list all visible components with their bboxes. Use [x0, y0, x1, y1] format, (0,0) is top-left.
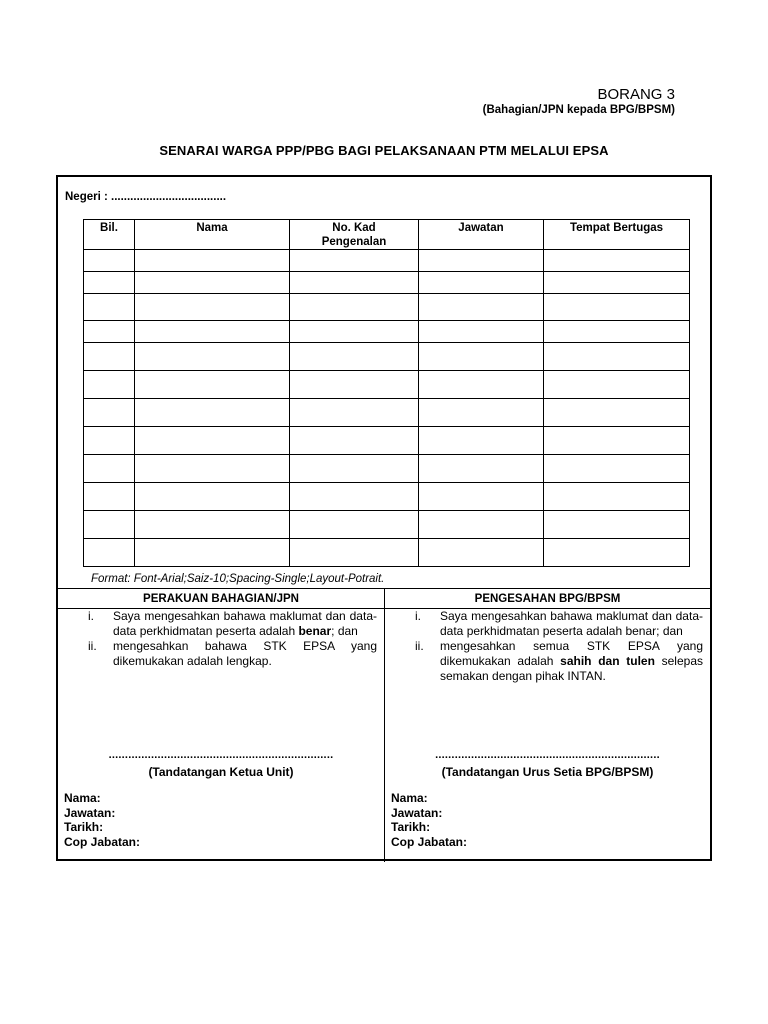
table-cell[interactable]	[290, 511, 419, 539]
form-code: BORANG 3	[597, 86, 675, 103]
item-text-tail: ; dan	[331, 624, 358, 638]
table-cell[interactable]	[84, 371, 135, 399]
format-note: Format: Font-Arial;Saiz-10;Spacing-Single;Layout-Potrait.	[91, 573, 385, 585]
form-frame	[56, 175, 712, 861]
field-cop-jabatan: Cop Jabatan:	[391, 834, 468, 849]
list-item	[58, 609, 384, 639]
field-tarikh: Tarikh:	[64, 820, 104, 834]
table-cell[interactable]	[544, 343, 690, 371]
item-text: mengesahkan bahawa STK EPSA yang dikemukakan adalah lengkap.	[113, 639, 377, 668]
table-cell[interactable]	[84, 511, 135, 539]
table-cell[interactable]	[544, 371, 690, 399]
table-row	[84, 511, 690, 539]
table-cell[interactable]	[544, 399, 690, 427]
col-header-nama: Nama	[135, 220, 290, 250]
perakuan-items	[58, 609, 384, 669]
table-cell[interactable]	[419, 343, 544, 371]
table-cell[interactable]	[135, 399, 290, 427]
list-item	[58, 639, 384, 669]
table-cell[interactable]	[419, 483, 544, 511]
table-header-row	[84, 220, 690, 250]
item-number: i.	[415, 609, 421, 623]
table-cell[interactable]	[290, 483, 419, 511]
form-subtitle: (Bahagian/JPN kepada BPG/BPSM)	[482, 104, 675, 116]
table-body	[84, 250, 690, 567]
table-row	[84, 455, 690, 483]
signature-section	[58, 588, 710, 862]
pengesahan-heading: PENGESAHAN BPG/BPSM	[385, 589, 710, 609]
table-cell[interactable]	[544, 511, 690, 539]
table-cell[interactable]	[544, 427, 690, 455]
table-cell[interactable]	[419, 321, 544, 343]
list-item	[385, 639, 710, 684]
table-cell[interactable]	[135, 294, 290, 321]
table-row	[84, 250, 690, 272]
item-text-tail: selepas semakan dengan pihak INTAN.	[440, 654, 703, 683]
table-cell[interactable]	[419, 272, 544, 294]
item-number: ii.	[88, 639, 97, 653]
table-cell[interactable]	[290, 371, 419, 399]
table-cell[interactable]	[419, 511, 544, 539]
table-row	[84, 272, 690, 294]
table-cell[interactable]	[544, 539, 690, 567]
table-cell[interactable]	[84, 455, 135, 483]
table-cell[interactable]	[135, 455, 290, 483]
table-cell[interactable]	[544, 294, 690, 321]
signatory-fields	[391, 791, 467, 849]
signature-label: (Tandatangan Urus Setia BPG/BPSM)	[441, 765, 654, 779]
table-cell[interactable]	[544, 321, 690, 343]
table-row	[84, 371, 690, 399]
list-item	[385, 609, 710, 639]
table-row	[84, 427, 690, 455]
field-jawatan: Jawatan:	[64, 805, 116, 820]
col-header-tempat-bertugas: Tempat Bertugas	[544, 220, 690, 250]
table-cell[interactable]	[419, 539, 544, 567]
table-cell[interactable]	[419, 250, 544, 272]
field-nama: Nama:	[64, 791, 101, 805]
item-emphasis: benar	[298, 624, 332, 638]
table-cell[interactable]	[135, 511, 290, 539]
item-text: mengesahkan semua STK EPSA yang dikemukakan adalah	[440, 639, 703, 668]
table-cell[interactable]	[84, 539, 135, 567]
table-cell[interactable]	[84, 272, 135, 294]
table-cell[interactable]	[290, 294, 419, 321]
perakuan-heading: PERAKUAN BAHAGIAN/JPN	[58, 589, 384, 609]
table-row	[84, 539, 690, 567]
item-number: i.	[88, 609, 94, 623]
table-cell[interactable]	[544, 483, 690, 511]
negeri-field: Negeri : ....................................	[65, 191, 227, 203]
table-cell[interactable]	[84, 294, 135, 321]
table-cell[interactable]	[135, 250, 290, 272]
table-cell[interactable]	[290, 455, 419, 483]
table-cell[interactable]	[84, 343, 135, 371]
table-cell[interactable]	[135, 272, 290, 294]
pengesahan-items	[385, 609, 710, 684]
col-header-kad-pengenalan: No. Kad Pengenalan	[290, 220, 419, 250]
table-cell[interactable]	[135, 539, 290, 567]
table-cell[interactable]	[290, 399, 419, 427]
table-cell[interactable]	[135, 483, 290, 511]
item-number: ii.	[415, 639, 424, 653]
table-cell[interactable]	[290, 539, 419, 567]
table-row	[84, 321, 690, 343]
perakuan-column	[58, 589, 385, 862]
table-row	[84, 399, 690, 427]
table-cell[interactable]	[135, 371, 290, 399]
table-cell[interactable]	[544, 455, 690, 483]
table-cell[interactable]	[84, 427, 135, 455]
table-cell[interactable]	[419, 371, 544, 399]
table-cell[interactable]	[135, 343, 290, 371]
field-cop-jabatan: Cop Jabatan:	[64, 834, 141, 849]
signatory-fields	[64, 791, 140, 849]
col-header-bil: Bil.	[84, 220, 135, 250]
table-row	[84, 343, 690, 371]
col-header-jawatan: Jawatan	[419, 220, 544, 250]
table-cell[interactable]	[84, 483, 135, 511]
table-cell[interactable]	[84, 321, 135, 343]
item-emphasis: sahih dan tulen	[560, 654, 655, 668]
table-cell[interactable]	[290, 250, 419, 272]
pengesahan-column	[385, 589, 710, 862]
table-cell[interactable]	[419, 427, 544, 455]
table-cell[interactable]	[290, 321, 419, 343]
table-cell[interactable]	[544, 250, 690, 272]
document-title: SENARAI WARGA PPP/PBG BAGI PELAKSANAAN PTM MELALUI EPSA	[159, 143, 609, 158]
item-text: Saya mengesahkan bahawa maklumat dan data-data perkhidmatan peserta adalah benar; dan	[440, 609, 703, 638]
table-row	[84, 483, 690, 511]
field-nama: Nama:	[391, 791, 428, 805]
table-cell[interactable]	[419, 294, 544, 321]
table-cell[interactable]	[290, 272, 419, 294]
table-cell[interactable]	[544, 272, 690, 294]
item-text: Saya mengesahkan bahawa maklumat dan data-data perkhidmatan peserta adalah	[113, 609, 377, 638]
staff-table	[83, 219, 690, 567]
table-cell[interactable]	[135, 427, 290, 455]
signature-label: (Tandatangan Ketua Unit)	[148, 765, 294, 779]
signature-line: .....................................................................	[108, 749, 334, 761]
table-cell[interactable]	[290, 343, 419, 371]
signature-line: .....................................................................	[435, 749, 660, 761]
table-cell[interactable]	[84, 250, 135, 272]
field-tarikh: Tarikh:	[391, 820, 431, 834]
table-cell[interactable]	[290, 427, 419, 455]
field-jawatan: Jawatan:	[391, 805, 443, 820]
table-cell[interactable]	[135, 321, 290, 343]
table-cell[interactable]	[84, 399, 135, 427]
table-cell[interactable]	[419, 399, 544, 427]
table-cell[interactable]	[419, 455, 544, 483]
table-row	[84, 294, 690, 321]
